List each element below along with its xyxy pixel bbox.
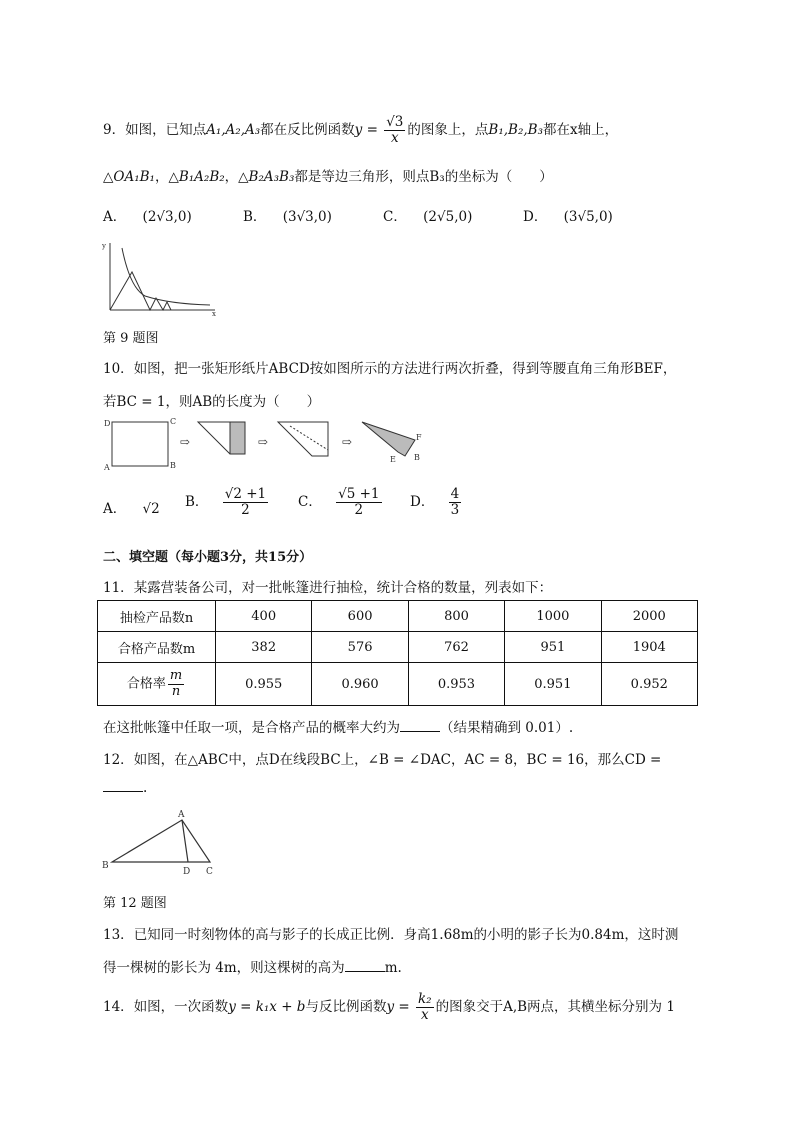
- svg-text:⇨: ⇨: [342, 435, 353, 449]
- svg-text:x: x: [212, 310, 216, 318]
- q9-figure: [100, 238, 220, 318]
- answer-blank: [345, 971, 385, 972]
- q9-option-d: D． (3√5,0): [523, 209, 613, 225]
- table-row: 合格率 $\frac{m}{n}$ 0.955 0.960 0.953 0.951 0.952: [98, 663, 698, 706]
- svg-text:E: E: [390, 455, 396, 464]
- q11-table: [97, 600, 698, 706]
- q9-fraction: $\frac{√3}{x}$: [386, 114, 404, 146]
- svg-text:D: D: [104, 419, 111, 428]
- q11-after: 在这批帐篷中任取一项，是合格产品的概率大约为 （结果精确到 0.01）.: [103, 720, 574, 736]
- svg-text:C: C: [170, 417, 177, 426]
- q9-option-a: A． (2√3,0): [103, 209, 192, 225]
- table-row: 抽检产品数n 400 600 800 1000 2000: [98, 601, 698, 632]
- q12-figure: [100, 806, 230, 878]
- q12-line2: .: [103, 780, 147, 796]
- q9-line1: 9．如图，已知点A₁,A₂,A₃都在反比例函数y = $\frac{√3}{x}$ 的图象上，点B₁,B₂,B₃都在x轴上，: [103, 114, 619, 146]
- q9-option-b: B． (3√3,0): [243, 209, 332, 225]
- svg-text:⇨: ⇨: [258, 435, 269, 449]
- answer-blank: [103, 791, 143, 792]
- q9-number: 9．: [103, 121, 126, 138]
- q13-line2: 得一棵树的影长为 4m，则这棵树的高为 m.: [103, 960, 402, 976]
- q10-option-b: B． $\frac{√2 +1}{2}$: [185, 486, 267, 518]
- svg-text:A: A: [104, 463, 110, 472]
- svg-text:⇨: ⇨: [180, 435, 191, 449]
- q14-line: 14．如图，一次函数y = k₁x + b与反比例函数y = $\frac{\text{k₂}}{x}$ 的图象交于A,B两点，其横坐标分别为 1: [103, 991, 675, 1023]
- q12-caption: 第 12 题图: [103, 896, 167, 911]
- fig-label-b: B: [102, 861, 109, 871]
- answer-blank: [400, 731, 440, 732]
- fig-label-d: D: [183, 867, 191, 877]
- q13-line1: 13．已知同一时刻物体的高与影子的长成正比例．身高1.68m的小明的影子长为0.84m，这时测: [103, 927, 679, 943]
- svg-text:y: y: [102, 242, 106, 250]
- section2-title: 二、填空题（每小题3分，共15分）: [103, 550, 313, 565]
- q9-line2: △OA₁B₁，△B₁A₂B₂，△B₂A₃B₃都是等边三角形，则点B₃的坐标为（ ）: [103, 169, 553, 185]
- svg-text:F: F: [416, 433, 422, 442]
- q10-option-d: D． $\frac{4}{3}$: [410, 486, 460, 518]
- fig-label-c: C: [206, 867, 213, 877]
- svg-text:B: B: [414, 453, 420, 462]
- table-row: 合格产品数m 382 576 762 951 1904: [98, 632, 698, 663]
- q10-line1: 10．如图，把一张矩形纸片ABCD按如图所示的方法进行两次折叠，得到等腰直角三角形BEF，: [103, 361, 677, 377]
- q10-option-c: C． $\frac{√5 +1}{2}$: [298, 486, 380, 518]
- q10-line2: 若BC = 1，则AB的长度为（ ）: [103, 394, 321, 410]
- q11-line: 11．某露营装备公司，对一批帐篷进行抽检，统计合格的数量，列表如下：: [103, 580, 553, 596]
- svg-text:B: B: [170, 461, 176, 470]
- q10-option-a: A． √2: [103, 501, 160, 517]
- q12-line1: 12．如图，在△ABC中，点D在线段BC上，∠B = ∠DAC，AC = 8，BC = 16，那么CD =: [103, 752, 662, 768]
- q10-figure: [100, 412, 440, 472]
- q9-option-c: C． (2√5,0): [383, 209, 473, 225]
- fig-label-a: A: [178, 810, 185, 820]
- q9-caption: 第 9 题图: [103, 331, 159, 346]
